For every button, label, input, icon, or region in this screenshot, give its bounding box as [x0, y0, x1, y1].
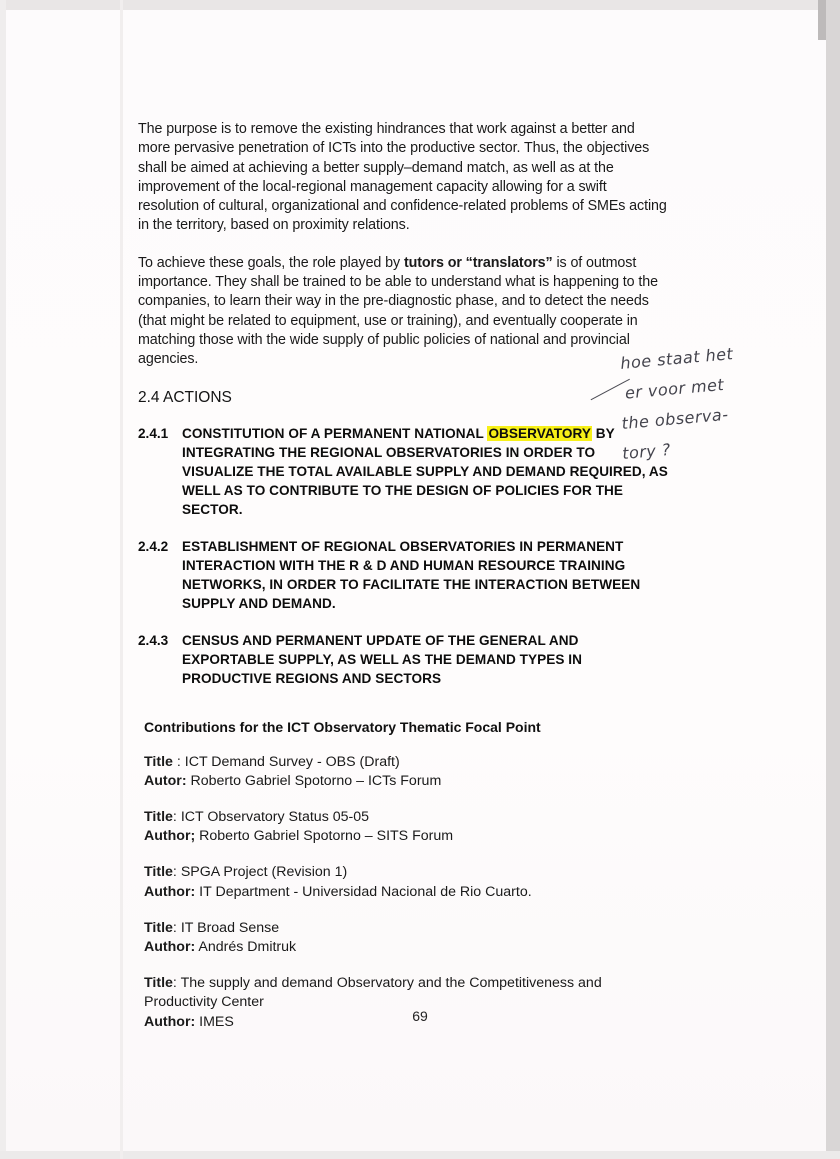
title-value: SPGA Project (Revision 1)	[180, 864, 348, 881]
action-text-after: BY INTEGRATING THE REGIONAL OBSERVATORIES IN ORDER TO VISUALIZE THE TOTAL AVAILABLE SUPPLY AND DEMAND REQUIRED, AS WELL AS TO CONTRIBUTE TO THE DESIGN OF POLICIES FOR THE SECTOR.	[182, 425, 668, 517]
title-label: Title	[144, 808, 173, 825]
title-separator: :	[172, 975, 181, 992]
title-label: Title	[144, 975, 173, 992]
title-value: ICT Demand Survey - OBS (Draft)	[184, 753, 400, 770]
title-value: ICT Observatory Status 05-05	[180, 808, 370, 825]
section-heading-actions: 2.4 ACTIONS	[138, 388, 232, 406]
highlighted-term: OBSERVATORY	[488, 425, 591, 441]
emphasis-tutors: tutors or “translators”	[403, 254, 553, 271]
contribution-author-line	[144, 938, 668, 957]
page-fold-shadow	[120, 0, 123, 1159]
title-value: IT Broad Sense	[180, 919, 280, 936]
title-separator: :	[172, 864, 181, 881]
annotation-line-2: er voor met	[624, 374, 725, 403]
author-value: Roberto Gabriel Spotorno – ICTs Forum	[186, 772, 442, 789]
scan-edge-right	[826, 0, 840, 1159]
scan-edge-right-corner	[818, 0, 826, 40]
contribution-title-line	[144, 919, 668, 938]
annotation-line-1: hoe staat het	[619, 344, 735, 373]
action-text: CENSUS AND PERMANENT UPDATE OF THE GENERAL AND EXPORTABLE SUPPLY, AS WELL AS THE DEMAND TYPES IN PRODUCTIVE REGIONS AND SECTORS	[182, 632, 582, 686]
contribution-entry	[144, 753, 668, 791]
paragraph-2: To achieve these goals, the role played by tutors or “translators” is of outmost importance. They shall be trained to be able to understand what is happening to the companies, to learn their way in the pre-diagnostic phase, and to detect the needs (that might be related to equipment, use or training), and eventually cooperate in matching those with the wide supply of public policies of national and provincial agencies.	[138, 254, 658, 368]
author-label: Autor:	[144, 772, 187, 789]
contributions-heading: Contributions for the ICT Observatory Thematic Focal Point	[144, 718, 541, 735]
title-separator: :	[172, 753, 185, 770]
contribution-entry	[144, 808, 668, 846]
action-item-243	[138, 631, 668, 688]
contribution-title-line	[144, 863, 668, 882]
contribution-title-line	[144, 808, 668, 827]
contribution-title-line	[144, 753, 668, 772]
author-value: Roberto Gabriel Spotorno – SITS Forum	[195, 828, 454, 845]
scan-edge-left	[0, 0, 6, 1159]
title-value: The supply and demand Observatory and the Competitiveness and Productivity Center	[144, 975, 602, 1011]
contribution-author-line	[144, 772, 668, 791]
title-label: Title	[144, 864, 173, 881]
document-body	[138, 120, 668, 1049]
action-number: 2.4.1	[138, 425, 169, 441]
contribution-author-line	[144, 883, 668, 902]
author-value: IMES	[195, 1013, 234, 1030]
annotation-line-4: tory ?	[621, 439, 672, 464]
title-separator: :	[172, 808, 181, 825]
title-label: Title	[144, 919, 173, 936]
author-label: Author;	[144, 828, 196, 845]
scan-edge-bottom	[0, 1151, 840, 1159]
action-item-241	[138, 424, 668, 519]
annotation-line-3: the observa-	[620, 404, 730, 433]
title-label: Title	[144, 753, 173, 770]
action-text	[182, 424, 668, 519]
page-number: 69	[412, 1008, 428, 1024]
title-separator: :	[172, 919, 181, 936]
author-value: IT Department - Universidad Nacional de Rio Cuarto.	[195, 883, 532, 900]
action-number: 2.4.2	[138, 538, 169, 554]
handwritten-annotation	[619, 332, 829, 469]
author-value: Andrés Dmitruk	[195, 938, 297, 955]
author-label: Author:	[144, 883, 196, 900]
contribution-title-line	[144, 974, 668, 1012]
contribution-entry	[144, 863, 668, 901]
action-number: 2.4.3	[138, 632, 169, 648]
author-label: Author:	[144, 938, 196, 955]
author-label: Author:	[144, 1013, 196, 1030]
contribution-entry	[144, 919, 668, 957]
contribution-author-line	[144, 827, 668, 846]
scan-edge-top	[0, 0, 840, 10]
paragraph-1: The purpose is to remove the existing hindrances that work against a better and more pervasive penetration of ICTs into the productive sector. Thus, the objectives shall be aimed at achieving a better supply–demand match, as well as at the improvement of the local-regional management capacity allowing for a swift resolution of cultural, organizational and confidence-related problems of SMEs acting in the territory, based on proximity relations.	[138, 121, 667, 234]
action-item-242	[138, 537, 668, 613]
action-text: ESTABLISHMENT OF REGIONAL OBSERVATORIES IN PERMANENT INTERACTION WITH THE R & D AND HUMAN RESOURCE TRAINING NETWORKS, IN ORDER TO FACILITATE THE INTERACTION BETWEEN SUPPLY AND DEMAND.	[182, 538, 641, 611]
action-text-before: CONSTITUTION OF A PERMANENT NATIONAL	[182, 425, 488, 441]
